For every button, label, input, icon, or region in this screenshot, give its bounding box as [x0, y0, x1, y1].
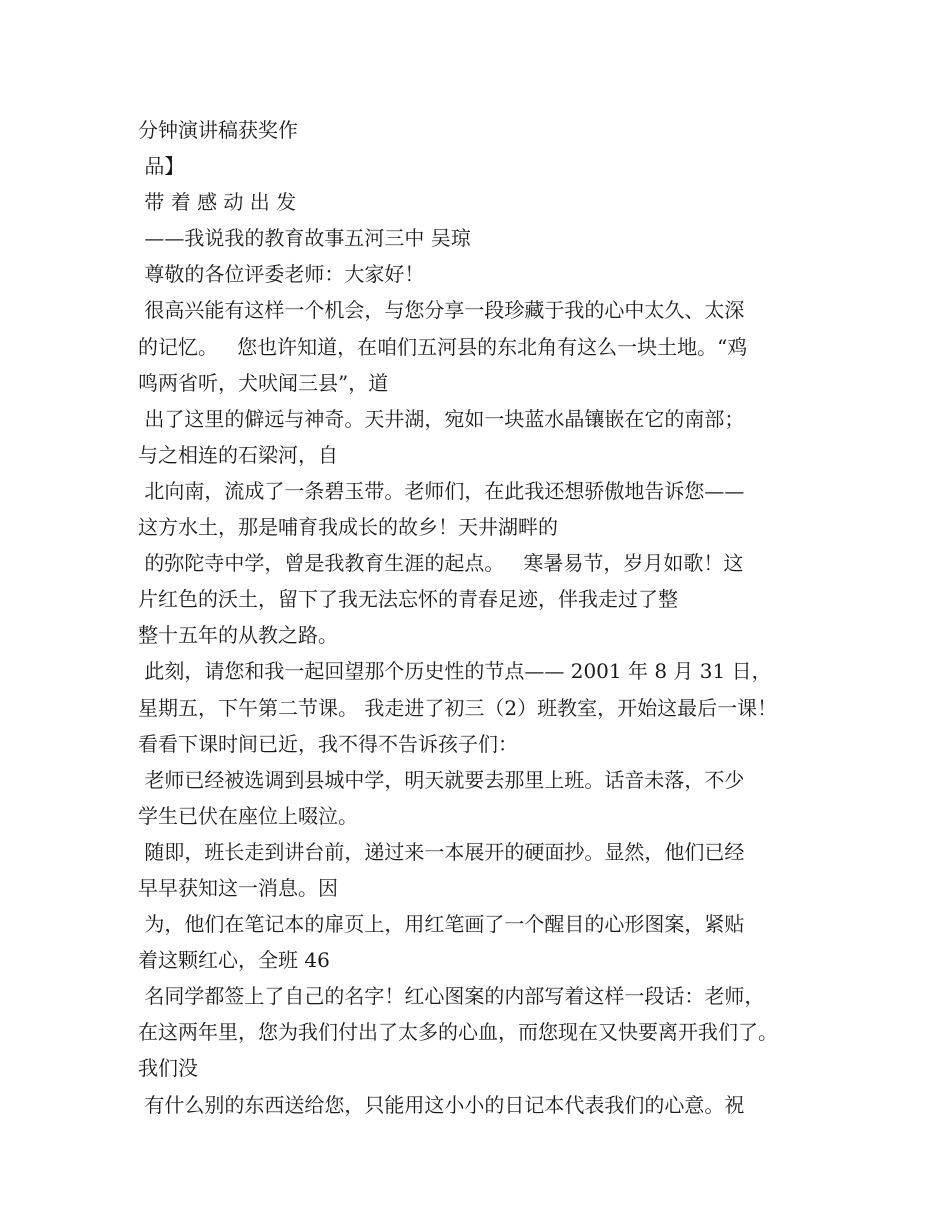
doc-line: 的记忆。 您也许知道，在咱们五河县的东北角有这么一块土地。“鸡	[138, 334, 748, 359]
doc-line: 着这颗红心，全班 46	[138, 948, 330, 973]
doc-line: 早早获知这一消息。因	[138, 875, 338, 900]
doc-line: 北向南，流成了一条碧玉带。老师们，在此我还想骄傲地告诉您——	[138, 478, 745, 503]
doc-line: 为，他们在笔记本的扉页上，用红笔画了一个醒目的心形图案，紧贴	[138, 912, 745, 937]
doc-line: 与之相连的石梁河，自	[138, 442, 338, 467]
doc-line: 随即，班长走到讲台前，递过来一本展开的硬面抄。显然，他们已经	[138, 839, 745, 864]
doc-line: 很高兴能有这样一个机会，与您分享一段珍藏于我的心中太久、太深	[138, 298, 745, 323]
doc-line: 片红色的沃土，留下了我无法忘怀的青春足迹，伴我走过了整	[138, 587, 678, 612]
doc-line: 的弥陀寺中学，曾是我教育生涯的起点。 寒暑易节，岁月如歌！这	[138, 551, 744, 576]
doc-line-title-cont: 品】	[138, 154, 185, 179]
doc-line: 此刻，请您和我一起回望那个历史性的节点—— 2001 年 8 月 31 日，	[138, 659, 772, 684]
doc-line-greeting: 尊敬的各位评委老师：大家好！	[138, 262, 425, 287]
doc-line: 出了这里的僻远与神奇。天井湖，宛如一块蓝水晶镶嵌在它的南部；	[138, 406, 745, 431]
doc-line: 星期五，下午第二节课。 我走进了初三（2）班教室，开始这最后一课！	[138, 695, 778, 720]
doc-line: 看看下课时间已近，我不得不告诉孩子们：	[138, 731, 518, 756]
doc-line: 鸣两省听，犬吠闻三县”，道	[138, 370, 389, 395]
speech-text	[138, 112, 818, 1123]
doc-line: 老师已经被选调到县城中学，明天就要去那里上班。话音未落，不少	[138, 767, 745, 792]
doc-line: 整十五年的从教之路。	[138, 623, 338, 648]
doc-line: 有什么别的东西送给您，只能用这小小的日记本代表我们的心意。祝	[138, 1092, 745, 1117]
doc-line-subtitle: ——我说我的教育故事五河三中 吴琼	[138, 226, 471, 251]
doc-line: 名同学都签上了自己的名字！红心图案的内部写着这样一段话：老师，	[138, 984, 765, 1009]
doc-line-title: 分钟演讲稿获奖作	[138, 118, 298, 142]
doc-line-heading: 带 着 感 动 出 发	[138, 190, 297, 215]
doc-line: 在这两年里，您为我们付出了太多的心血，而您现在又快要离开我们了。	[138, 1020, 778, 1045]
doc-line: 我们没	[138, 1056, 198, 1081]
doc-line: 这方水土，那是哺育我成长的故乡！天井湖畔的	[138, 515, 558, 540]
doc-line: 学生已伏在座位上啜泣。	[138, 803, 358, 828]
